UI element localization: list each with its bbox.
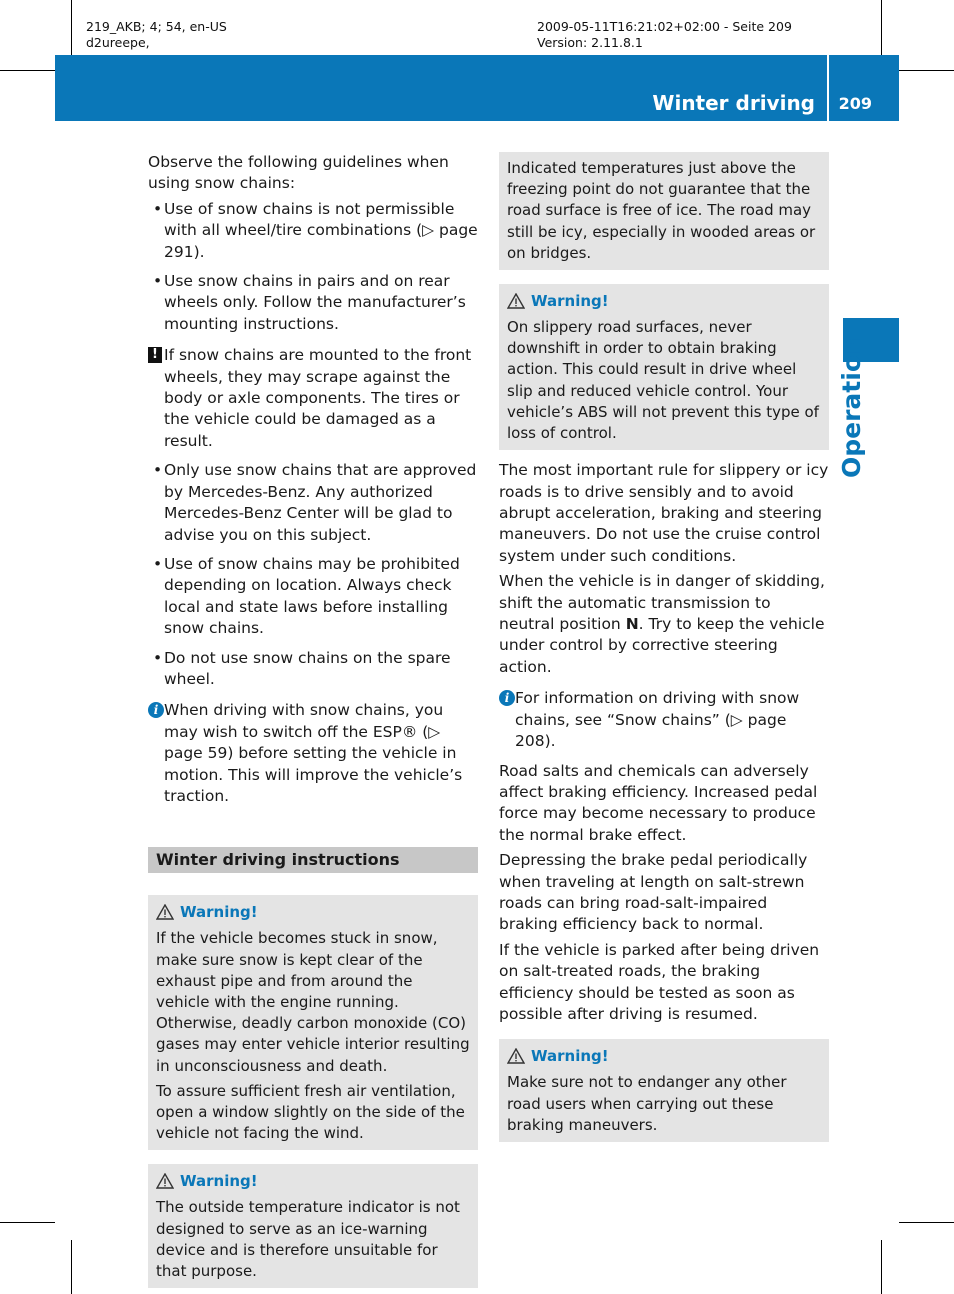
section-tab-label: Operation — [837, 337, 866, 478]
warning-title: Warning! — [531, 292, 609, 311]
warning-text: If the vehicle becomes stuck in snow, make sure snow is kept clear of the exhaust pipe and from around the vehicle with the engine running. Otherwise, deadly carbon monoxide (CO) gases may enter vehicle interior resulting in unconsciousness and death. — [156, 929, 470, 1075]
notice-box — [499, 152, 829, 270]
list-item — [148, 460, 478, 546]
warning-text: On slippery road surfaces, never downshift in order to obtain braking action. This could result in drive wheel slip and reduced vehicle control. Your vehicle’s ABS will not prevent this type of loss of control. — [507, 318, 819, 443]
bullet-icon: • — [153, 648, 163, 667]
info-note — [148, 700, 478, 807]
info-text: When driving with snow chains, you may wish to switch off the ESP® (▷ page 59) before setting the vehicle in motion. This will improve the vehicle’s traction. — [164, 701, 463, 805]
crop-mark — [71, 1240, 72, 1294]
warning-title: Warning! — [531, 1047, 609, 1066]
exclamation-icon: ! — [148, 347, 162, 363]
list-item-text: Use of snow chains is not permissible with all wheel/tire combinations (▷ page 291). — [164, 199, 478, 261]
list-item — [148, 648, 478, 691]
page-title: Winter driving — [652, 91, 815, 115]
meta-line: d2ureepe, — [86, 35, 150, 50]
print-meta-right — [537, 19, 792, 51]
crop-mark — [71, 0, 72, 55]
warning-triangle-icon — [156, 1173, 174, 1195]
crop-mark — [899, 70, 954, 71]
caution-note — [148, 345, 478, 452]
body-paragraph: If the vehicle is parked after being driven on salt-treated roads, the braking efficiency should be tested as soon as possible after driving is resumed. — [499, 940, 820, 1023]
list-item-text: Do not use snow chains on the spare wheel. — [164, 648, 451, 688]
warning-heading — [156, 1170, 470, 1195]
section-heading: Winter driving instructions — [148, 847, 478, 873]
bullet-icon: • — [153, 554, 163, 573]
info-icon: i — [148, 702, 164, 718]
crop-mark — [881, 0, 882, 55]
warning-heading — [507, 1045, 821, 1070]
info-text: For information on driving with snow chains, see “Snow chains” (▷ page 208). — [515, 689, 800, 751]
warning-heading — [507, 290, 821, 315]
body-paragraph: Depressing the brake pedal periodically when traveling at length on salt-strewn roads can bring road-salt-impaired braking efficiency back to normal. — [499, 851, 808, 934]
list-item — [148, 199, 478, 263]
warning-text: The outside temperature indicator is not designed to serve as an ice-warning device and is therefore unsuitable for that purpose. — [156, 1198, 460, 1281]
page-number: 209 — [838, 94, 872, 113]
warning-title: Warning! — [180, 1172, 258, 1191]
warning-box — [148, 895, 478, 1150]
warning-text: To assure sufficient fresh air ventilation, open a window slightly on the side of the vehicle not facing the wind. — [156, 1081, 465, 1143]
intro-text: Observe the following guidelines when using snow chains: — [148, 153, 449, 193]
info-icon: i — [499, 690, 515, 706]
warning-triangle-icon — [156, 904, 174, 926]
gear-position: N — [625, 615, 639, 634]
list-item-text: Use snow chains in pairs and on rear wheels only. Follow the manufacturer’s mounting instructions. — [164, 272, 466, 333]
warning-box — [148, 1164, 478, 1288]
list-item-text: Only use snow chains that are approved by Mercedes-Benz. Any authorized Mercedes-Benz Center will be glad to advise you on this subject. — [164, 461, 477, 544]
header-divider — [827, 55, 829, 121]
warning-title: Warning! — [180, 903, 258, 922]
list-item — [148, 554, 478, 640]
header-banner — [55, 55, 899, 121]
meta-line: Version: 2.11.8.1 — [537, 35, 643, 50]
caution-text: If snow chains are mounted to the front wheels, they may scrape against the body or axle components. The tires or the vehicle could be damaged as a result. — [164, 346, 472, 450]
warning-box — [499, 284, 829, 450]
warning-triangle-icon — [507, 1048, 525, 1070]
info-note — [499, 688, 829, 752]
meta-line: 219_AKB; 4; 54, en-US — [86, 19, 227, 34]
meta-line: 2009-05-11T16:21:02+02:00 - Seite 209 — [537, 19, 792, 34]
left-column — [148, 152, 478, 1288]
body-text: . Try to keep the vehicle under control by corrective steering action. — [499, 615, 825, 676]
crop-mark — [899, 1222, 954, 1223]
notice-text: Indicated temperatures just above the freezing point do not guarantee that the road surface is free of ice. The road may still be icy, especially in wooded areas or on bridges. — [507, 159, 816, 262]
body-paragraph: The most important rule for slippery or icy roads is to drive sensibly and to avoid abrupt acceleration, braking and steering maneuvers. Do not use the cruise control system under such conditions. — [499, 461, 829, 565]
bullet-icon: • — [153, 461, 163, 480]
right-column — [499, 152, 829, 1142]
warning-box — [499, 1039, 829, 1142]
body-text: When the vehicle is in danger of skidding, shift the automatic transmission to neutral position — [499, 572, 825, 634]
warning-heading — [156, 901, 470, 926]
list-item-text: Use of snow chains may be prohibited depending on location. Always check local and state laws before installing snow chains. — [164, 554, 460, 638]
body-paragraph: Road salts and chemicals can adversely affect braking efficiency. Increased pedal force may become necessary to produce the normal brake effect. — [499, 761, 818, 844]
bullet-icon: • — [153, 272, 163, 291]
crop-mark — [881, 1240, 882, 1294]
warning-text: Make sure not to endanger any other road users when carrying out these braking maneuvers. — [507, 1073, 787, 1134]
bullet-icon: • — [153, 199, 163, 218]
crop-mark — [0, 70, 55, 71]
crop-mark — [0, 1222, 55, 1223]
print-meta-left — [86, 19, 227, 51]
list-item — [148, 271, 478, 335]
body-paragraph — [499, 571, 829, 678]
warning-triangle-icon — [507, 293, 525, 315]
